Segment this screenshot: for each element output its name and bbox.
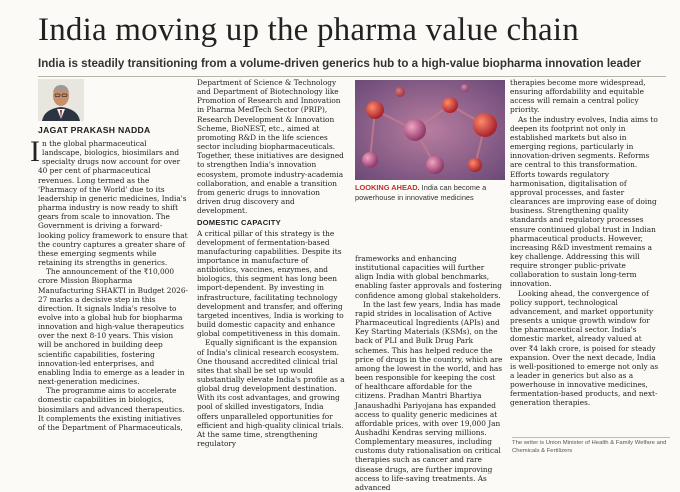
headline: India moving up the pharma value chain — [38, 12, 579, 48]
column-2 — [197, 78, 345, 448]
author-photo — [38, 79, 84, 121]
column-1 — [30, 135, 188, 432]
paragraph: In the last few years, India has made rapid strides in localisation of Active Pharmaceutical Ingredients (APIs) and Key Starting Materials (KSMs), on the back of PLI and Bulk Drug Park schemes. This has helped reduce the price of drugs in the country, which are among the lowest in the world, and has been responsible for keeping the cost of healthcare affordable for the citizens. Pradhan Mantri Bhartiya Janaushadhi Pariyojana has expanded access to quality generic medicines at affordable prices, with over 19,000 Jan Aushadhi Kendras serving millions. Complementary measures, including customs duty rationalisation on critical therapies such as cancer and rare disease drugs, are further improving access to life-saving treatments. As advanced — [355, 299, 503, 492]
column-4 — [510, 78, 660, 408]
paragraph: The programme aims to accelerate domestic capabilities in biologics, biosimilars and advanced therapeutics. It complements the existing initiatives of the Department of Pharmaceuticals, — [38, 386, 185, 432]
column-3 — [355, 254, 503, 492]
paragraph: Equally significant is the expansion of India's clinical research ecosystem. One thousand accredited clinical trial sites that shall be set up would substantially elevate India's profile as a global drug development destination. With its cost advantages, and growing pool of skilled investigators, India offers unparalleled opportunities for efficient and high-quality clinical trials. At the same time, strengthening regulatory — [197, 338, 345, 449]
paragraph: Looking ahead, the convergence of policy support, technological advancement, and market opportunity presents a unique growth window for the pharmaceutical sector. India's domestic market, already valued at over ₹4 lakh crore, is poised for steady expansion. Over the next decade, India is well-positioned to emerge not only as a leader in generics but also as a powerhouse in innovative medicines, fermentation-based products, and next-generation therapies. — [510, 288, 659, 408]
paragraph: As the industry evolves, India aims to deepen its footprint not only in established markets but also in emerging regions, particularly in innovation-driven segments. Reforms are central to this transformation. Efforts towards regulatory harmonisation, digitalisation of approval processes, and faster clearances are improving ease of doing business. Strengthening quality standards and regulatory processes ensure continued global trust in Indian pharmaceutical products. However, increasing R&D investment remains a key challenge. Addressing this will require stronger public-private collaboration to sustain long-term innovation. — [510, 114, 658, 289]
deck: India is steadily transitioning from a volume-driven generics hub to a high-value biopharma innovation leader — [38, 57, 641, 70]
caption-text: India can become a powerhouse in innovative medicines — [355, 183, 487, 202]
paragraph: The announcement of the ₹10,000 crore Mission Biopharma Manufacturing SHAKTI in Budget 2026-27 marks a decisive step in this direction. It signals India's resolve to evolve into a global hub for biopharma innovation and high-value therapeutics over the next 8-10 years. This vision will be anchored in building deep scientific capabilities, fostering innovation-led enterprises, and enabling India to emerge as a leader in next-generation medicines. — [38, 267, 188, 387]
paragraph: frameworks and enhancing institutional capacities will further align India with global benchmarks, enabling faster approvals and fostering confidence among global stakeholders. — [355, 254, 502, 300]
paragraph: Department of Science & Technology and Department of Biotechnology like Promotion of Research and Innovation in Pharma MedTech Sector (PRIP), Research Development & Innovation Scheme, BioNEST, etc., aimed at promoting R&D in the life sciences sector including biopharmaceuticals. Together, these initiatives are designed to strengthen India's innovation ecosystem, promote industry-academia collaboration, and enable a transition from generic drugs to innovation driven drug discovery and development. — [197, 78, 344, 216]
author-name: JAGAT PRAKASH NADDA — [38, 125, 151, 135]
drop-cap: I — [30, 135, 40, 168]
paragraph: A critical pillar of this strategy is the development of fermentation-based manufacturing capabilities. Despite its importance in manufacture of antibiotics, vaccines, enzymes, and biologics, this segment has long been import-dependent. By investing in infrastructure, facilitating technology development and transfer, and offering targeted incentives, India is working to build domestic capacity and enhance global competitiveness in this domain. — [197, 228, 344, 339]
article-image — [355, 80, 505, 180]
image-caption — [355, 183, 505, 202]
divider — [38, 76, 666, 77]
paragraph: therapies become more widespread, ensuring affordability and equitable access will remain a central policy priority. — [510, 78, 646, 115]
paragraph: In the global pharmaceutical landscape, biologics, biosimilars and specialty drugs now account for over 40 per cent of pharmaceutical revenues. Long termed as the 'Pharmacy of the World' due to its leadership in generic medicines, India's pharma industry is now ready to shift gears from scale to innovation. The Government is driving a forward-looking policy framework to ensure that the country captures a greater share of these emerging segments while retaining its strengths in generics. — [30, 135, 188, 268]
author-footnote: The writer is Union Minister of Health & Family Welfare and Chemicals & Fertilizers — [512, 437, 670, 456]
caption-lead: LOOKING AHEAD. — [355, 183, 420, 192]
subhead: DOMESTIC CAPACITY — [197, 218, 281, 228]
